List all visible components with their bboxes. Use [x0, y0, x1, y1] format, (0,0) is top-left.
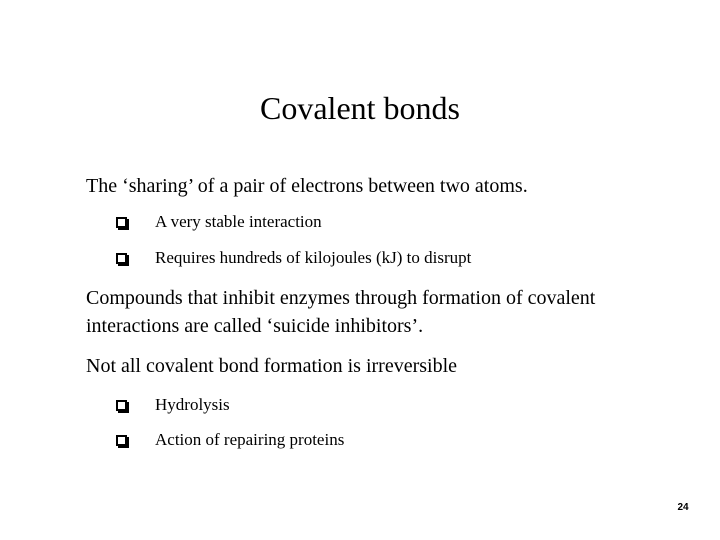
bullet-kilojoules: [116, 246, 472, 270]
square-bullet-icon: [116, 435, 127, 446]
bullet-text: Hydrolysis: [155, 395, 230, 414]
paragraph-irreversible: Not all covalent bond formation is irreversible: [86, 355, 458, 377]
bullet-hydrolysis: [116, 393, 230, 417]
paragraph-sharing-definition: The ‘sharing’ of a pair of electrons between two atoms.: [86, 175, 528, 197]
slide-title: Covalent bonds: [260, 90, 460, 126]
square-bullet-icon: [116, 253, 127, 264]
square-bullet-icon: [116, 400, 127, 411]
bullet-text: Requires hundreds of kilojoules (kJ) to disrupt: [155, 248, 472, 267]
square-bullet-icon: [116, 217, 127, 228]
bullet-stable-interaction: [116, 210, 322, 234]
bullet-repairing-proteins: [116, 428, 345, 452]
paragraph-suicide-inhibitors: Compounds that inhibit enzymes through formation of covalent interactions are called ‘suicide inhibitors’.: [86, 287, 596, 337]
page-number: 24: [677, 502, 689, 513]
bullet-text: A very stable interaction: [155, 212, 322, 231]
bullet-text: Action of repairing proteins: [155, 430, 345, 449]
